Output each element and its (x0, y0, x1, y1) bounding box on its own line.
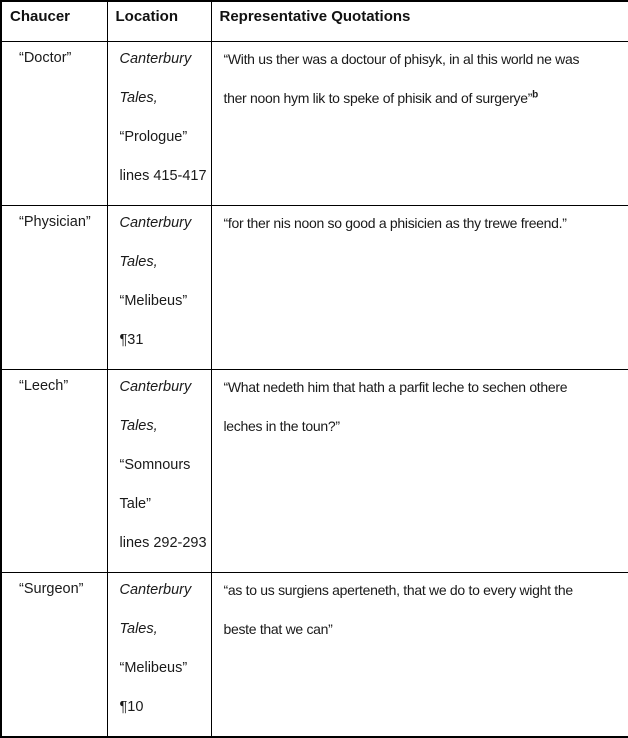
footnote-marker: b (532, 88, 538, 100)
table-row (1, 41, 628, 205)
location-cell (107, 369, 211, 572)
location-line: Canterbury (119, 581, 192, 598)
location-line: Canterbury (119, 378, 192, 395)
table-header (1, 1, 628, 41)
chaucer-term: “Doctor” (19, 49, 72, 66)
column-header-location: Location (107, 1, 211, 41)
chaucer-term-cell (1, 572, 107, 737)
quote-cell (211, 41, 628, 205)
location-line: lines 292-293 (119, 534, 207, 551)
chaucer-term: “Leech” (19, 377, 69, 394)
location-line: Tale” (119, 495, 151, 512)
column-header-chaucer: Chaucer (1, 1, 107, 41)
quote-line: “for ther nis noon so good a phisicien as thy trewe freend.” (223, 214, 567, 231)
location-line: ¶31 (119, 331, 144, 348)
quote-line: ther noon hym lik to speke of phisik and of surgerye”$^b$ (223, 88, 538, 106)
table-row (1, 369, 628, 572)
location-line: Tales, (119, 253, 158, 270)
header-row (1, 1, 628, 41)
quote-cell (211, 369, 628, 572)
location-line: “Melibeus” (119, 292, 188, 309)
location-line: “Prologue” (119, 128, 188, 145)
column-header-representative-quotations: Representative Quotations (211, 1, 628, 41)
quote-line: “With us ther was a doctour of phisyk, in al this world ne was (223, 50, 580, 67)
location-line: lines 415-417 (119, 167, 207, 184)
location-line: Canterbury (119, 50, 192, 67)
table-body (1, 41, 628, 737)
chaucer-term: “Surgeon” (19, 580, 84, 597)
quote-line: “as to us surgiens aperteneth, that we do to every wight the (223, 581, 573, 598)
chaucer-term: “Physician” (19, 213, 91, 230)
table-row (1, 205, 628, 369)
location-cell (107, 41, 211, 205)
location-cell (107, 572, 211, 737)
quote-line: leches in the toun?” (223, 417, 340, 434)
location-line: Tales, (119, 417, 158, 434)
quote-cell (211, 205, 628, 369)
quote-cell (211, 572, 628, 737)
location-line: ¶10 (119, 698, 144, 715)
location-cell (107, 205, 211, 369)
location-line: “Somnours (119, 456, 191, 473)
chaucer-term-cell (1, 41, 107, 205)
quote-line: “What nedeth him that hath a parfit leche to sechen othere (223, 378, 568, 395)
location-line: “Melibeus” (119, 659, 188, 676)
quote-line: beste that we can” (223, 620, 333, 637)
table-row (1, 572, 628, 737)
location-line: Tales, (119, 89, 158, 106)
chaucer-term-cell (1, 369, 107, 572)
chaucer-term-cell (1, 205, 107, 369)
location-line: Canterbury (119, 214, 192, 231)
location-line: Tales, (119, 620, 158, 637)
